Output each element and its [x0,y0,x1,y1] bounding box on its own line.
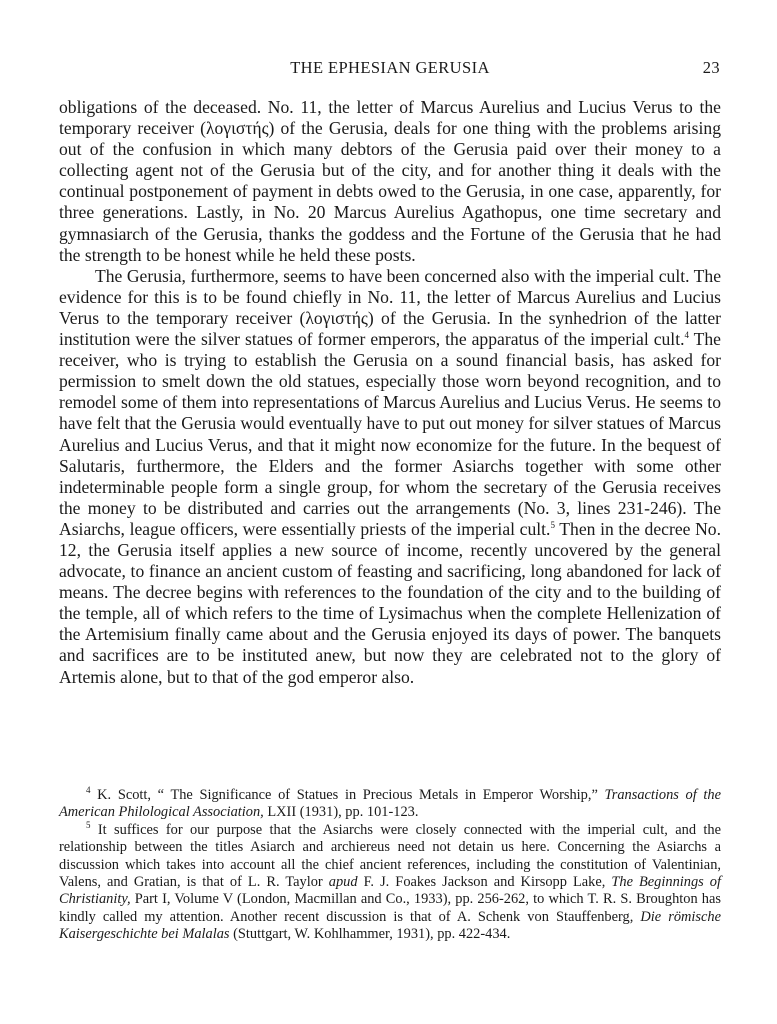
fn4-text-a: K. Scott, “ The Significance of Statues in Precious Metals in Emperor Worship,” [90,787,605,803]
paragraph-1 [59,97,721,266]
footnote-ref-5: 5 [550,520,555,531]
greek-word: λογιστής [305,307,368,328]
fn5-text-b: F. J. Foakes Jackson and Kirsopp Lake, [357,874,612,891]
p2-text-c: The receiver, who is trying to establish the Gerusia on a sound financial basis, has asked for permission to smelt down the old statues, especially those worn beyond recognition, and to remodel some of them into representations of Marcus Aurelius and Lucius Verus. He seems to have felt that the Gerusia would eventually have to put out money for silver statues of Marcus Aurelius and Lucius Verus, and that it might now economize for the future. In the bequest of Salutaris, furthermore, the Elders and the former Asiarchs together with some other indeterminable people form a single group, for whom the secretary of the Gerusia receives the money to be distributed and carries out the arrangements (No. 3, lines 231-246). The Asiarchs, league officers, were essentially priests of the imperial cult. [59,329,721,539]
footnote-ref-4: 4 [684,330,689,341]
p1-text-a: obligations of the deceased. No. 11, the letter of Marcus Aurelius and Lucius Verus to the temporary receiver ( [59,97,721,139]
footnote-4 [59,787,721,822]
fn5-text-d: (Stuttgart, W. Kohlhammer, 1931), pp. 422-434. [229,926,511,943]
fn5-text-c: Part I, Volume V (London, Macmillan and Co., 1933), pp. 256-262, to which T. R. S. Broughton has kindly called my attention. Another recent discussion is that of A. Schenk von Stauffenberg, [59,891,721,925]
footnote-mark-5: 5 [86,820,91,831]
p2-text-a: The Gerusia, furthermore, seems to have been concerned also with the imperial cult. The evidence for this is to be found chiefly in No. 11, the letter of Marcus Aurelius and Lucius Verus to the temporary receiver ( [59,265,721,328]
apud-word: apud [328,874,358,891]
p2-text-b: ) of the Gerusia. In the synhedrion of the latter institution were the silver statues of former emperors, the apparatus of the imperial cult. [59,307,721,350]
greek-word: λογιστής [205,118,269,139]
footnote-mark-4: 4 [86,785,91,796]
footnote-5 [59,822,721,944]
running-head [60,58,720,84]
footnotes [59,787,721,944]
fn5-text-a: It suffices for our purpose that the Asiarchs were closely connected with the imperial cult, and the relationship between the titles Asiarch and archiereus need not detain us here. Concerning the Asiarchs a discussion which takes into account all the chief ancient references, including the constitution of Valentinian, Valens, and Gratian, is that of L. R. Taylor [59,821,721,891]
body-text [59,97,721,688]
page-number: 23 [702,58,720,77]
running-title: THE EPHESIAN GERUSIA [290,58,490,77]
journal-title: Transactions of the American Philological Association, [59,787,721,821]
book-title-2: Die römische Kaisergeschichte bei Malalas [59,908,721,943]
book-title: The Beginnings of Christianity, [59,874,721,908]
fn4-text-b: LXII (1931), pp. 101-123. [263,804,419,821]
p1-text-b: ) of the Gerusia, deals for one thing with the problems arising out of the confusion in which many debtors of the Gerusia paid over their money to a collecting agent not of the Gerusia but of the city, and for another thing it deals with the continual postponement of payment in debts owed to the Gerusia, in one case, apparently, for three generations. Lastly, in No. 20 Marcus Aurelius Agathopus, one time secretary and gymnasiarch of the Gerusia, thanks the goddess and the Fortune of the Gerusia that he had the strength to be honest while he held these posts. [59,118,722,265]
paragraph-2 [59,266,721,688]
p2-text-d: Then in the decree No. 12, the Gerusia itself applies a new source of income, recently uncovered by the general advocate, to finance an ancient custom of feasting and sacrificing, long abandoned for lack of means. The decree begins with references to the foundation of the city and to the building of the temple, all of which refers to the time of Lysimachus when the complete Hellenization of the Artemisium finally came about and the Gerusia enjoyed its days of power. The banquets and sacrifices are to be instituted anew, but now they are celebrated not to the glory of Artemis alone, but to that of the god emperor also. [59,518,721,687]
